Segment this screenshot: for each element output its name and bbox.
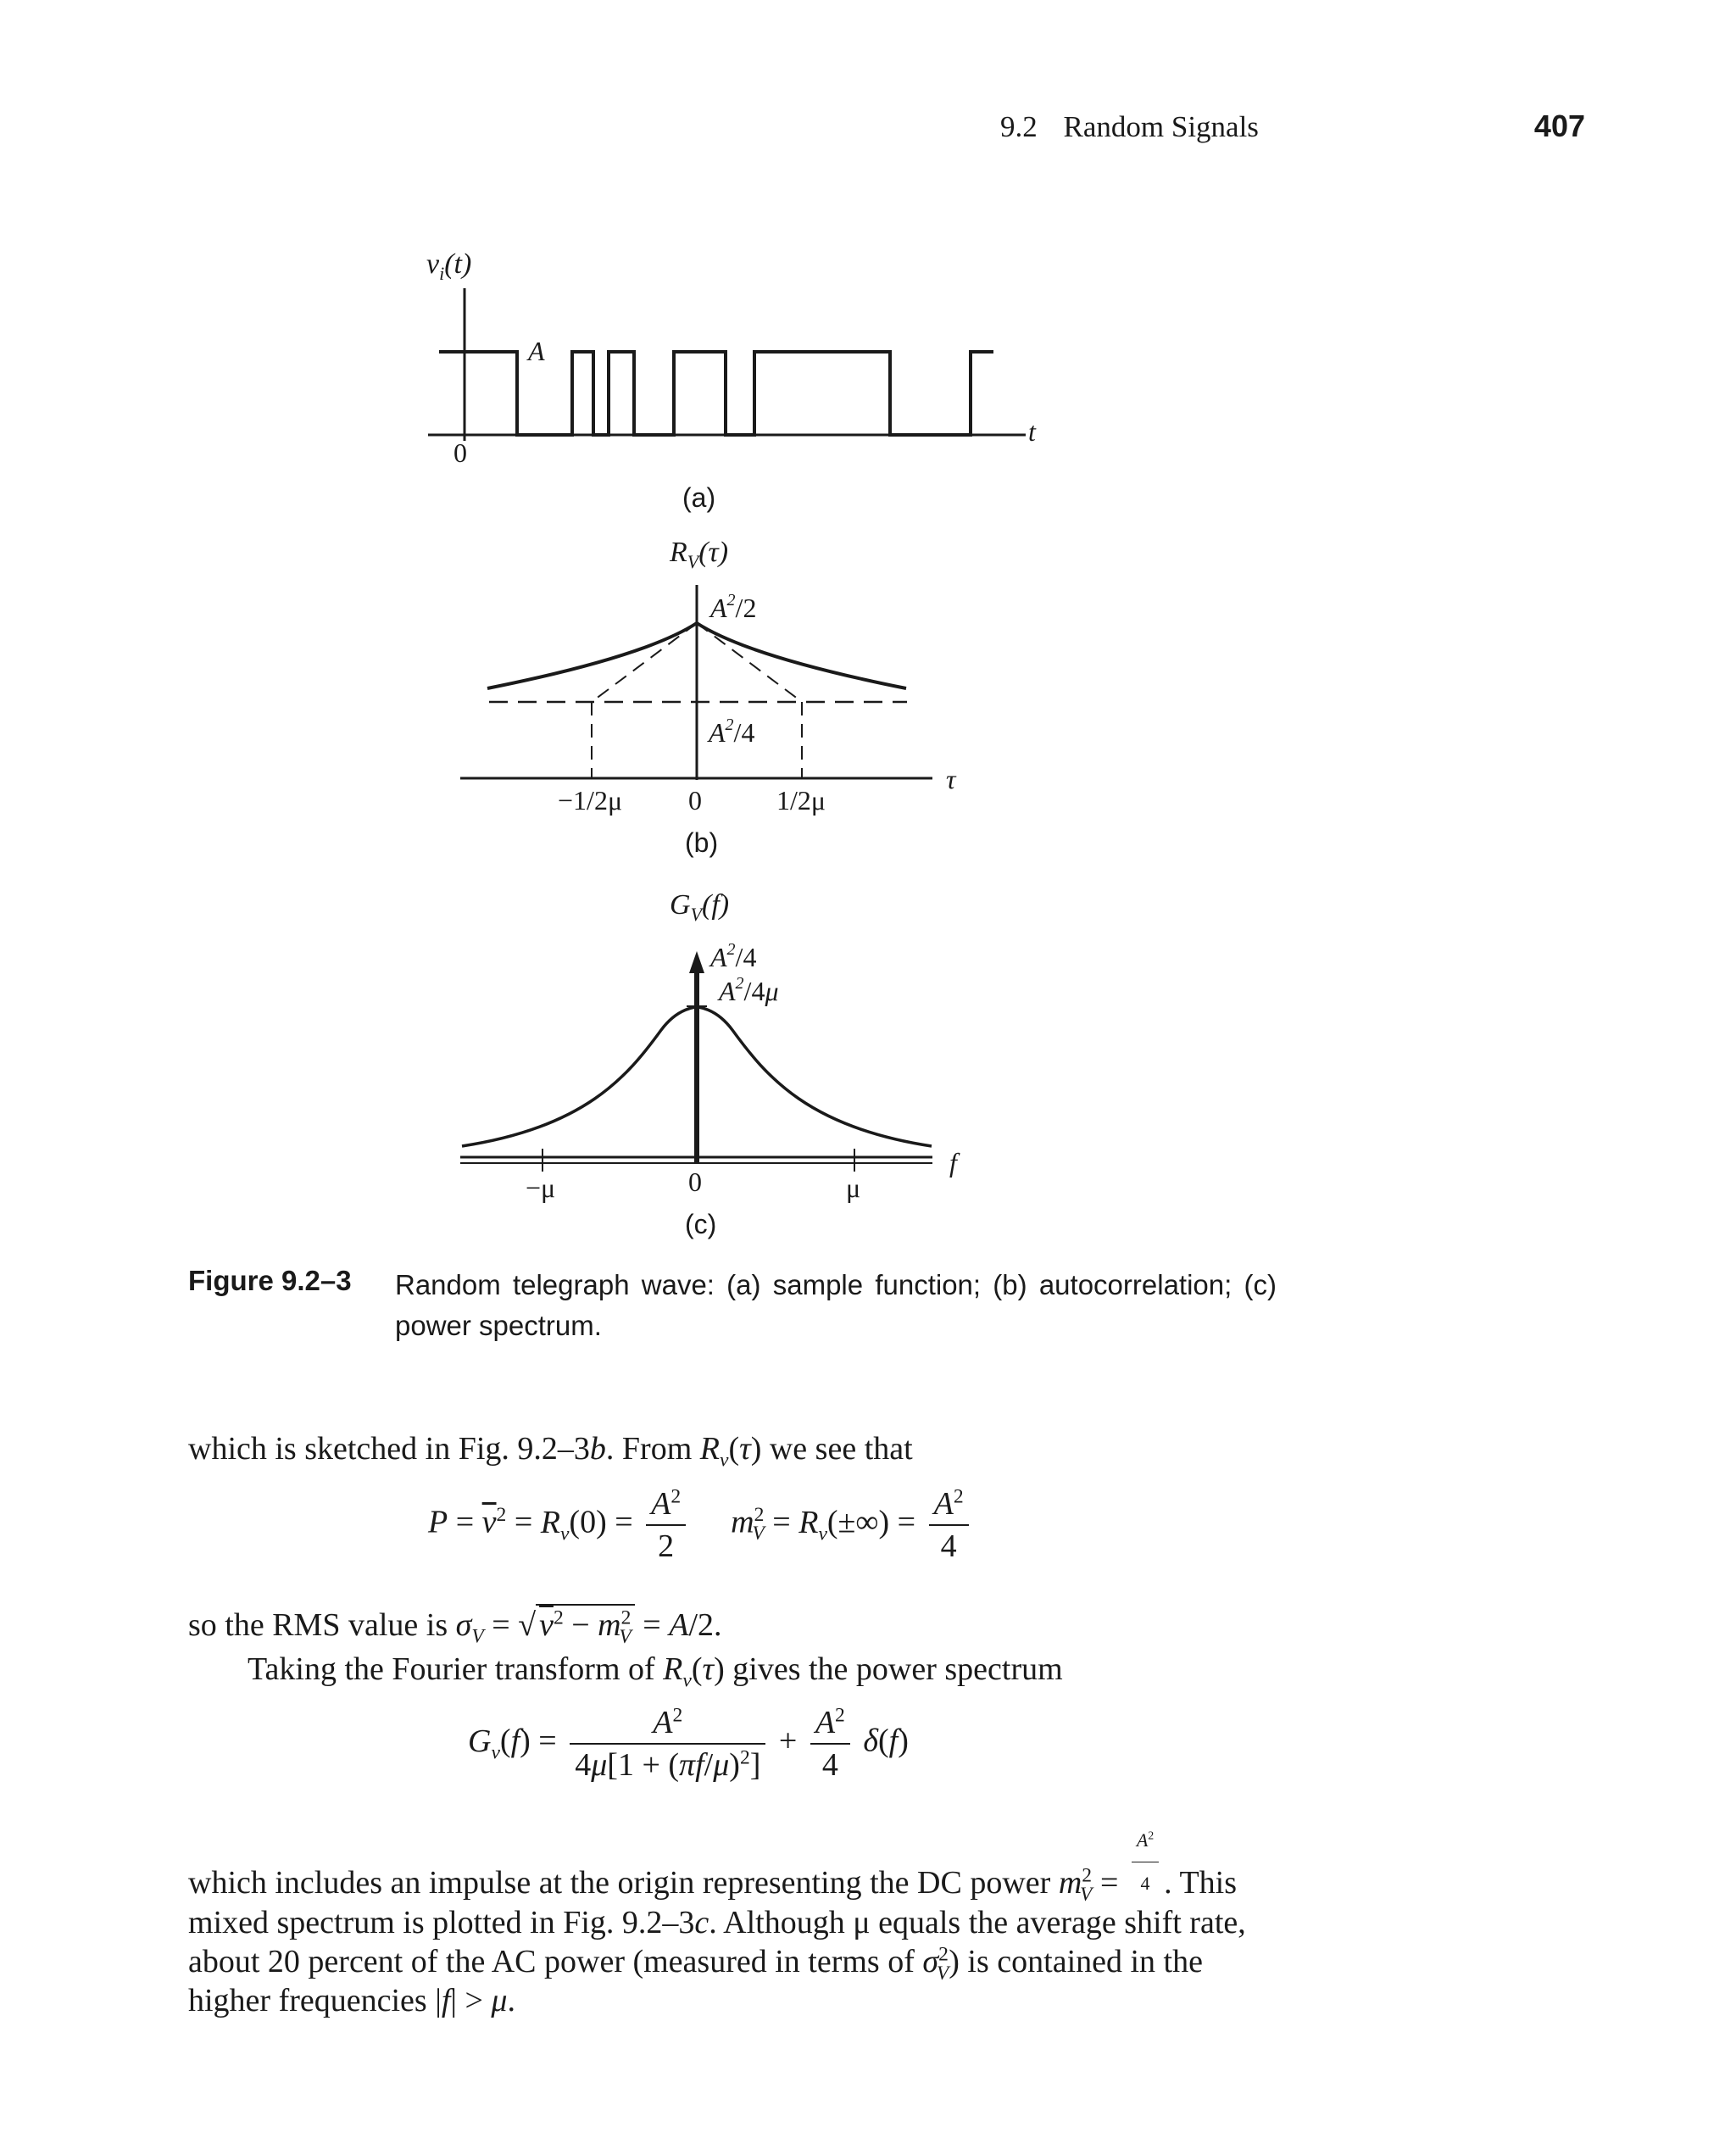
panel-a-xlabel: t xyxy=(1028,416,1036,447)
panel-c-xlabel: f xyxy=(949,1147,957,1177)
para4-fig-ref: c xyxy=(694,1905,709,1940)
para4-line4: higher frequencies |f| > μ. xyxy=(188,1983,515,2018)
paragraph-3: Taking the Fourier transform of $R_v(\tau)$ gives the power spectrum xyxy=(248,1651,1063,1692)
paragraph-2: so the RMS value is $\sigma_V$ = √ $v^2 - m^2_V = A/2$. xyxy=(188,1606,722,1645)
para4-line2-tail: . Although μ equals the average shift rate, xyxy=(709,1905,1246,1940)
panel-c-impulse-label: $A^2/4$ xyxy=(710,940,757,972)
panel-c-ylabel: $G_V(f)$ xyxy=(670,889,730,925)
paragraph-4 xyxy=(188,1821,1277,2020)
panel-c-tick-right: μ xyxy=(846,1172,861,1203)
para3-lead: Taking the Fourier transform of xyxy=(248,1651,664,1687)
panel-b-xlabel: τ xyxy=(946,764,956,794)
para4-line1: which includes an impulse at the origin representing the DC power $m^2_V$ = $\frac{A^2}{4}$ . This xyxy=(188,1821,1277,1903)
panel-b-label: (b) xyxy=(685,827,719,858)
panel-b-tick-right: 1/2μ xyxy=(776,785,826,816)
panel-a-sample-function xyxy=(426,248,1037,513)
para4-line1-lead: which includes an impulse at the origin representing the DC power xyxy=(188,1865,1059,1901)
panel-b-tangent-left xyxy=(592,623,697,702)
para4-line2 xyxy=(188,1903,1277,1942)
panel-a-telegraph-waveform xyxy=(439,352,993,435)
equation-power: $P = \overline{v}^2 = R_v(0)$ = $\frac{A^2}{2}$ $m^2_V = R_v(\pm\infty)$ = $\frac{A^2}{4}$ xyxy=(428,1485,974,1565)
para4-line3-lead: about 20 percent of the AC power (measured in terms of xyxy=(188,1944,923,1979)
paragraph-1: which is sketched in Fig. 9.2–3b. From $R_v(\tau)$ we see that xyxy=(188,1431,913,1472)
para1-mid: . From xyxy=(605,1431,700,1467)
panel-a-label: (a) xyxy=(682,482,716,513)
figure-caption-text: Random telegraph wave: (a) sample function; (b) autocorrelation; (c) power spectrum. xyxy=(395,1269,1277,1341)
panel-a-origin-label: 0 xyxy=(453,437,467,468)
para4-line4-lead: higher frequencies xyxy=(188,1983,436,2018)
para1-lead: which is sketched in Fig. 9.2–3 xyxy=(188,1431,590,1467)
panel-b-asymptote-label: $A^2/4$ xyxy=(709,715,755,748)
panel-b-tick-zero: 0 xyxy=(688,785,702,816)
para4-line2-lead: mixed spectrum is plotted in Fig. 9.2–3 xyxy=(188,1905,695,1940)
panel-a-level-label: A xyxy=(528,336,545,366)
panel-c-power-spectrum xyxy=(460,889,960,1239)
panel-b-autocorrelation xyxy=(460,537,957,858)
panel-c-tick-zero: 0 xyxy=(688,1166,702,1197)
panel-b-tick-left: −1/2μ xyxy=(558,785,623,816)
panel-b-tangent-right xyxy=(697,623,802,702)
para4-line3: about 20 percent of the AC power (measured in terms of $\sigma^2_V$) is contained in the xyxy=(188,1943,1203,1985)
page-number: 407 xyxy=(1533,109,1585,143)
para1-fig-ref: b xyxy=(589,1431,606,1467)
panel-c-label: (c) xyxy=(685,1209,717,1239)
equation-power-spectrum: $G_v(f)$ = $\frac{A^2}{4\mu[1 + (\pi f/\mu)^2]}$ + $\frac{A^2}{4}$ δ(f) xyxy=(468,1704,909,1783)
para2-lead: so the RMS value is xyxy=(188,1607,456,1643)
para1-tail: we see that xyxy=(761,1431,913,1467)
para4-line3-tail: ) is contained in the xyxy=(949,1944,1203,1979)
panel-b-ylabel: $R_V(\tau)$ xyxy=(670,537,729,572)
para3-tail: gives the power spectrum xyxy=(724,1651,1063,1687)
para4-line1-tail: . This xyxy=(1164,1865,1238,1901)
panel-c-tick-left: −μ xyxy=(526,1172,556,1203)
section-number: 9.2 xyxy=(1000,110,1038,143)
section-title: Random Signals xyxy=(1063,110,1259,143)
panel-a-ylabel: $v_i(t)$ xyxy=(426,248,472,284)
panel-c-peak-label: $A^2/4\mu$ xyxy=(719,974,779,1006)
figure-caption-label: Figure 9.2–3 xyxy=(188,1265,352,1296)
panel-c-impulse-arrowhead xyxy=(689,951,704,973)
panel-b-peak-label: $A^2/2$ xyxy=(710,591,757,623)
